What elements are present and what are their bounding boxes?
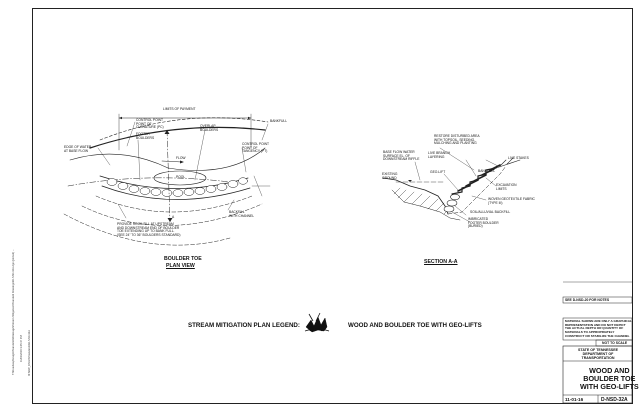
plot-date-text: 11/01/2016 3:45:47 PM: [20, 335, 23, 362]
section-mark-a: A: [172, 215, 175, 219]
footer-boulder-3: [451, 194, 460, 200]
control-point-pc-label: CONTROL POINT POINT OF CURVATURE (PC): [136, 118, 164, 130]
sheet-border: [33, 9, 633, 404]
footer-boulder-1: [444, 206, 454, 212]
flow-label: FLOW: [176, 156, 186, 160]
legend-symbol: [305, 313, 329, 332]
soil-backfill-label: SOIL/ALLUVIAL BACKFILL: [470, 210, 511, 214]
live-stakes-label: LIVE STAKES: [508, 156, 529, 160]
existing-ground-label: EXISTING GROUND: [382, 172, 398, 180]
section-title: SECTION A-A: [424, 259, 458, 265]
restore-disturbed-area-label: RESTORE DISTURBED AREA WITH TOPSOIL, SEEDING, MULCHING AND PLANTING: [434, 134, 480, 146]
plan-title: BOULDER TOE: [164, 256, 202, 262]
base-flow-label: BASE FLOW WATER SURFACE EL. OF DOWNSTREAM RIFFLE: [383, 150, 420, 162]
legend-item-label: WOOD AND BOULDER TOE WITH GEO-LIFTS: [348, 322, 482, 329]
footer-boulder-label: IMBRICATED FOOTER BOULDER (BURIED): [468, 217, 499, 229]
file-name-text: M:\\RW_DSGN\\Standards\\D-NSD-32A: [28, 330, 31, 376]
agency-text: STATE OF TENNESSEE DEPARTMENT OF TRANSPORTATION: [578, 348, 619, 360]
geotextile-label: WOVEN GEOTEXTILE FABRIC (TYPE III): [488, 197, 535, 205]
footer-boulders-label: FOOTER BOULDERS: [136, 132, 155, 140]
edge-of-water-label: EDGE OF WATER AT BASE FLOW: [64, 145, 92, 153]
footer-boulder-2: [447, 200, 457, 206]
section-cut-line: [167, 130, 170, 222]
control-point-pt-label: CONTROL POINT POINT OF TANGENCY (PT): [242, 142, 269, 154]
backfill-label: BACKFILL WITH CHANNEL: [229, 210, 255, 218]
plan-subtitle: PLAN VIEW: [166, 263, 195, 269]
drawing-number: D-NSD-32A: [601, 397, 628, 403]
drawing-date: 11-01-16: [565, 397, 584, 402]
pool-label: POOL: [176, 175, 186, 179]
geo-lift-label: GEO-LIFT: [430, 170, 446, 174]
bankfull-label: BANKFULL: [270, 119, 288, 123]
disclaimer-text: MATERIAL SHOWN ARE ONLY A GRAPHICAL REPRESENTATION AND DO NOT DEPICT THE ACTUAL DEPTH OR QUANTITY OF MATERIALS TO APPROPRIATELY CONSTRUCT OR STABILIZE THE CHANNEL: [565, 319, 632, 338]
section-bankfull-label: BANKFULL: [478, 169, 496, 173]
excavation-limits-label: EXCAVATION LIMITS: [496, 183, 517, 191]
limits-of-payment-label: LIMITS OF PAYMENT: [163, 107, 196, 111]
drawing-title-text: WOOD AND BOULDER TOE WITH GEO-LIFTS: [580, 366, 639, 391]
file-path-text: T:\\RoadwayDesign\\Standards\\Drainage\\Stream Mitigation\\Standard Drawings\\D-NSD-32A.dgn (plotted) ...: [12, 249, 15, 375]
provide-rock-sill-note: PROVIDE ROCK SILL AT UPSTREAM AND DOWNSTREAM END OF BOULDER TOE EXTENDING UP TO BANK FULL. (SEE 24" TO 36" BOULDERS STANDARD): [117, 222, 181, 238]
see-notes-text: SEE D-NSD-20 FOR NOTES: [565, 298, 610, 302]
live-branch-layering-label: LIVE BRANCH LAYERING: [428, 151, 450, 159]
not-to-scale-text: NOT TO SCALE: [602, 341, 628, 345]
legend-label: STREAM MITIGATION PLAN LEGEND:: [188, 322, 300, 329]
overlap-boulders-label: OVERLAP BOULDERS: [200, 124, 219, 132]
